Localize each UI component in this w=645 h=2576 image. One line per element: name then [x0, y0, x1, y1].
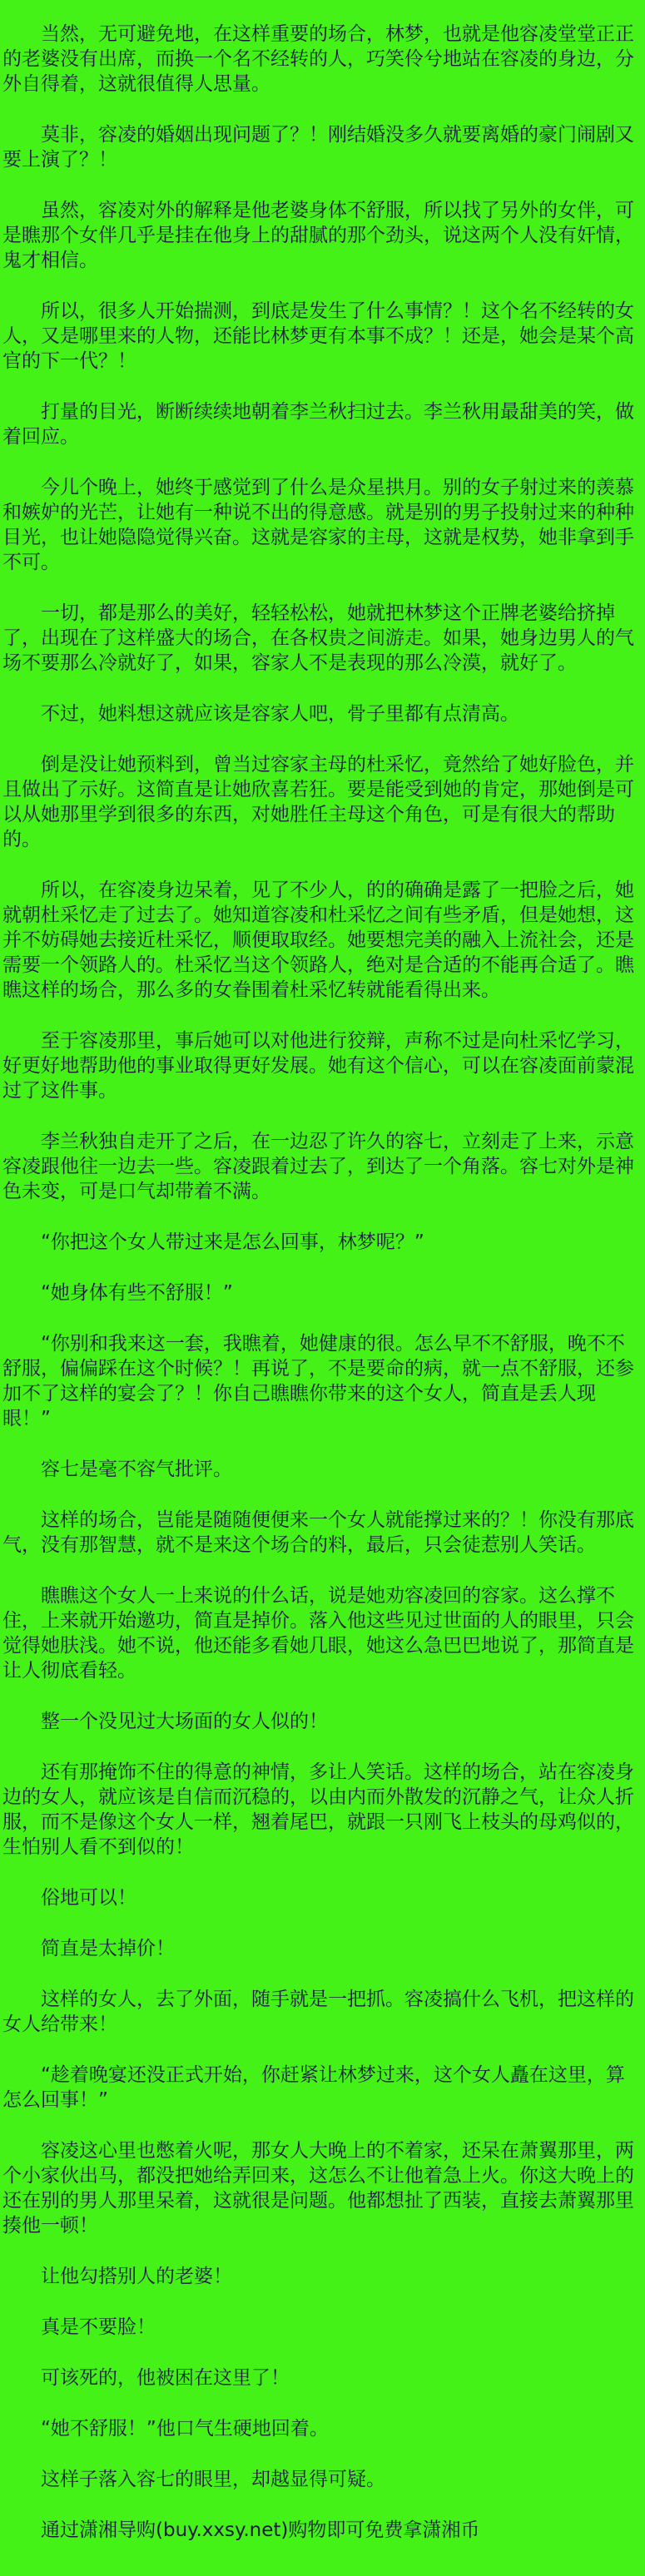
- paragraph: 容凌这心里也憋着火呢，那女人大晚上的不着家，还呆在萧翼那里，两个小家伙出马，都没把她给弄回来，这怎么不让他着急上火。你这大晚上的还在别的男人那里呆着，这就很是问题。他都想扯了西装，直接去萧翼那里揍他一顿！: [2, 2140, 634, 2237]
- paragraph: 打量的目光，断断续续地朝着李兰秋扫过去。李兰秋用最甜美的笑，做着回应。: [2, 401, 634, 448]
- paragraph: 容七是毫不容气批评。: [41, 1459, 232, 1480]
- paragraph: 今儿个晚上，她终于感觉到了什么是众星拱月。别的女子射过来的羡慕和嫉妒的光芒，让她有一种说不出的得意感。就是别的男子投射过来的种种目光，也让她隐隐觉得兴奋。这就是容家的主母，这就是权势，她非拿到手不可。: [2, 477, 634, 573]
- paragraph: 还有那掩饰不住的得意的神情，多让人笑话。这样的场合，站在容凌身边的女人，就应该是自信而沉稳的，以由内而外散发的沉静之气，让众人折服，而不是像这个女人一样，翘着尾巴，就跟一只刚飞上枝头的母鸡似的，生怕别人看不到似的！: [2, 1761, 634, 1858]
- paragraph: “你把这个女人带过来是怎么回事，林梦呢？”: [41, 1231, 424, 1253]
- paragraph: “她身体有些不舒服！”: [41, 1282, 233, 1304]
- paragraph: 所以，在容凌身边呆着，见了不少人，的的确确是露了一把脸之后，她就朝杜采忆走了过去了。她知道容凌和杜采忆之间有些矛盾，但是她想，这并不妨碍她去接近杜采忆，顺便取取经。她要想完美的融入上流社会，还是需要一个领路人的。杜采忆当这个领路人，绝对是合适的不能再合适了。瞧瞧这样的场合，那么多的女眷围着杜采忆转就能看得出来。: [2, 879, 634, 1001]
- paragraph: “趁着晚宴还没正式开始，你赶紧让林梦过来，这个女人矗在这里，算怎么回事！”: [2, 2064, 625, 2111]
- paragraph: 瞧瞧这个女人一上来说的什么话，说是她劝容凌回的容家。这么撑不住，上来就开始邀功，简直是掉价。落入他这些见过世面的人的眼里，只会觉得她肤浅。她不说，他还能多看她几眼，她这么急巴巴地说了，那简直是让人彻底看轻。: [2, 1585, 634, 1682]
- paragraph: 俗地可以！: [41, 1887, 136, 1909]
- paragraph: 可该死的，他被困在这里了！: [41, 2367, 290, 2389]
- paragraph: 所以，很多人开始揣测，到底是发生了什么事情？！这个名不经转的女人，又是哪里来的人物，还能比林梦更有本事不成？！还是，她会是某个高官的下一代？！: [2, 300, 634, 372]
- paragraph: “她不舒服！”他口气生硬地回着。: [41, 2418, 329, 2440]
- paragraph: 虽然，容凌对外的解释是他老婆身体不舒服，所以找了另外的女伴，可是瞧那个女伴几乎是挂在他身上的甜腻的那个劲头，说这两个人没有奸情，鬼才相信。: [2, 200, 634, 271]
- paragraph: 这样的女人，去了外面，随手就是一把抓。容凌搞什么飞机，把这样的女人给带来！: [2, 1989, 634, 2035]
- paragraph: 让他勾搭别人的老婆！: [41, 2266, 232, 2287]
- paragraph: 一切，都是那么的美好，轻轻松松，她就把林梦这个正牌老婆给挤掉了，出现在了这样盛大的场合，在各权贵之间游走。如果，她身边男人的气场不要那么冷就好了，如果，容家人不是表现的那么冷漠，就好了。: [2, 602, 634, 674]
- paragraph: 至于容凌那里，事后她可以对他进行狡辩，声称不过是向杜采忆学习，好更好地帮助他的事业取得更好发展。她有这个信心，可以在容凌面前蒙混过了这件事。: [2, 1030, 634, 1102]
- paragraph: 不过，她料想这就应该是容家人吧，骨子里都有点清高。: [41, 703, 519, 725]
- paragraph: 这样的场合，岂能是随随便便来一个女人就能撑过来的？！你没有那底气，没有那智慧，就不是来这个场合的料，最后，只会徒惹别人笑话。: [2, 1509, 634, 1556]
- paragraph-list: [2, 22, 643, 2543]
- paragraph: 当然，无可避免地，在这样重要的场合，林梦，也就是他容凌堂堂正正的老婆没有出席，而换一个名不经转的人，巧笑伶兮地站在容凌的身边，分外自得着，这就很值得人思量。: [2, 23, 634, 95]
- paragraph: 真是不要脸！: [41, 2316, 156, 2338]
- paragraph: 这样子落入容七的眼里，却越显得可疑。: [41, 2469, 385, 2490]
- paragraph: 李兰秋独自走开了之后，在一边忍了许久的容七，立刻走了上来，示意容凌跟他往一边去一些。容凌跟着过去了，到达了一个角落。容七对外是神色未变，可是口气却带着不满。: [2, 1131, 634, 1202]
- paragraph: 整一个没见过大场面的女人似的！: [41, 1711, 328, 1732]
- promo-line: 通过潇湘导购(buy.xxsy.net)购物即可免费拿潇湘币: [41, 2519, 480, 2541]
- paragraph: 简直是太掉价！: [41, 1938, 175, 1959]
- paragraph: “你别和我来这一套，我瞧着，她健康的很。怎么早不不舒服，晚不不舒服，偏偏踩在这个时候？！再说了，不是要命的病，就一点不舒服，还参加不了这样的宴会了？！你自己瞧瞧你带来的这个女人，简直是丢人现眼！”: [2, 1333, 634, 1429]
- paragraph: 莫非，容凌的婚姻出现问题了？！刚结婚没多久就要离婚的豪门闹剧又要上演了？！: [2, 124, 634, 171]
- paragraph: 倒是没让她预料到，曾当过容家主母的杜采忆，竟然给了她好脸色，并且做出了示好。这简直是让她欣喜若狂。要是能受到她的肯定，那她倒是可以从她那里学到很多的东西，对她胜任主母这个角色，可是有很大的帮助的。: [2, 754, 634, 850]
